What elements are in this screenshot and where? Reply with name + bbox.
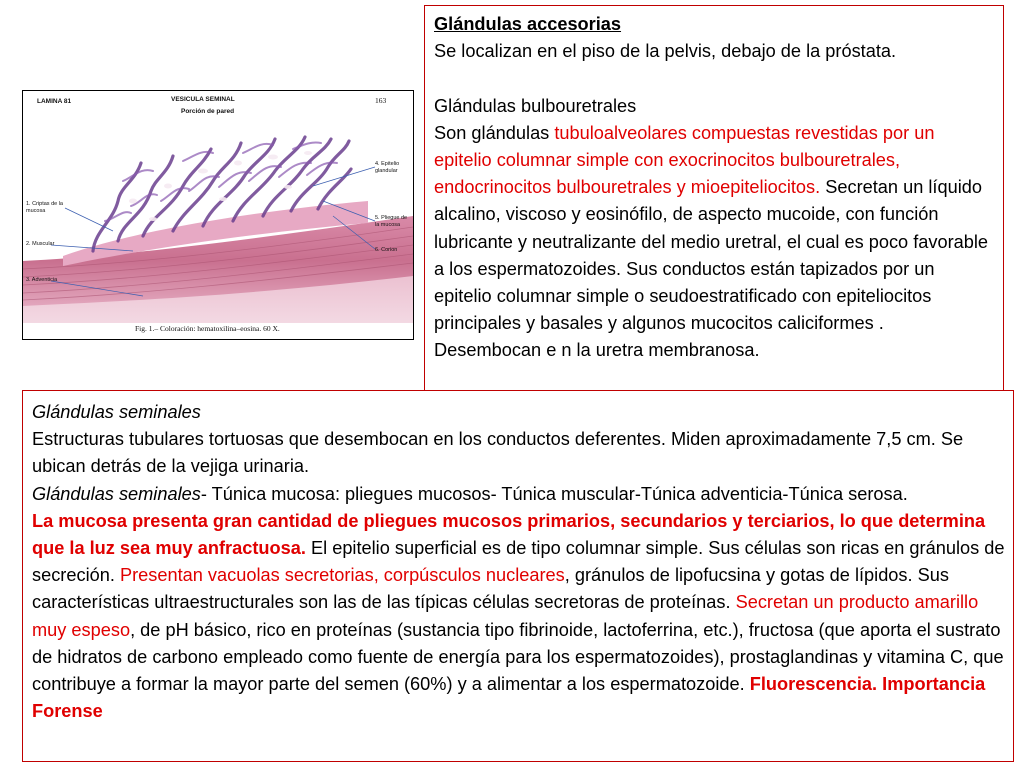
figure-label-corion: 6. Corion bbox=[375, 247, 398, 253]
bulbourethral-text-start: Son glándulas bbox=[434, 122, 555, 143]
accessory-glands-intro: Se localizan en el piso de la pelvis, debajo de la próstata. bbox=[434, 41, 897, 62]
seminal-glands-box bbox=[22, 390, 1014, 762]
figure-subtitle: Porción de pared bbox=[181, 108, 235, 115]
figure-title: VESICULA SEMINAL bbox=[171, 96, 235, 103]
seminal-glands-paragraph bbox=[32, 508, 1005, 726]
seminal-glands-secretan-highlight: Secretan un producto amarillo muy espeso bbox=[32, 592, 979, 640]
bulbourethral-paragraph bbox=[434, 120, 995, 365]
seminal-glands-text-b: , gránulos de lipofucsina y gotas de lípidos. Sus características ultraestructurales son las de las típicas células secretoras de proteínas. bbox=[32, 565, 949, 613]
accessory-glands-box bbox=[424, 5, 1004, 397]
figure-label-adventicia: 3. Adventicia bbox=[26, 277, 58, 283]
seminal-glands-text-a: El epitelio superficial es de tipo columnar simple. Sus células son ricas en gránulos de secreción. bbox=[32, 538, 1005, 586]
figure-page-number: 163 bbox=[375, 96, 387, 105]
seminal-glands-heading: Glándulas seminales bbox=[32, 402, 201, 422]
seminal-glands-line1: Estructuras tubulares tortuosas que desembocan en los conductos deferentes. Miden aproximadamente 7,5 cm. Se ubican detrás de la vejiga urinaria. bbox=[32, 429, 964, 477]
figure-caption: Fig. 1.– Coloración: hematoxilina–eosina. 60 X. bbox=[135, 324, 280, 333]
figure-label-muscular: 2. Muscular bbox=[26, 241, 55, 247]
bulbourethral-text-rest: Secretan un líquido alcalino, viscoso y eosinófilo, de aspecto mucoide, con función lubricante y neutralizante del medio uretral, el cual es poco favorable a los espermatozoides. Sus conductos están tapizados por un epitelio columnar simple o seudoestratificado con epiteliocitos principales y basales y algunos mucocitos caliciformes . Desembocan e n la uretra membranosa. bbox=[434, 177, 989, 361]
figure-label-epitelio: 4. Epitelio glandular bbox=[375, 161, 400, 174]
seminal-glands-mucosa-highlight: La mucosa presenta gran cantidad de pliegues mucosos primarios, secundarios y terciarios, lo que determina que la luz sea muy anfractuosa. bbox=[32, 510, 986, 559]
figure-label-criptas: 1. Criptas de la mucosa bbox=[26, 201, 63, 214]
micrograph-image bbox=[23, 91, 413, 339]
seminal-glands-line2 bbox=[32, 481, 1005, 508]
bulbourethral-subheading: Glándulas bulbouretrales bbox=[434, 95, 637, 116]
bulbourethral-text-highlight: tubuloalveolares compuestas revestidas por un epitelio columnar simple con exocrinocitos bulbouretrales, endocrinocitos bulbouretrales y mioepiteliocitos. bbox=[434, 122, 935, 198]
seminal-glands-fluorescencia-highlight: Fluorescencia. Importancia Forense bbox=[32, 674, 986, 722]
seminal-glands-vacuolas-highlight: Presentan vacuolas secretorias, corpúsculos nucleares bbox=[119, 565, 565, 586]
accessory-glands-heading: Glándulas accesorias bbox=[434, 14, 622, 34]
figure-label-pliegue: 5. Pliegue de la mucosa bbox=[375, 215, 408, 228]
seminal-glands-line2-rest: - Túnica mucosa: pliegues mucosos- Túnica muscular-Túnica adventicia-Túnica serosa. bbox=[200, 483, 908, 504]
micrograph-figure bbox=[22, 90, 414, 340]
seminal-glands-text-c: , de pH básico, rico en proteínas (sustancia tipo fibrinoide, lactoferrina, etc.), fructosa (que aporta el sustrato de hidratos de carbono empleado como fuente de energía para los espermatozoides), prostaglandinas y vitamina C, que contribuye a formar la mayor parte del semen (60%) y a alimentar a los espermatozoide. bbox=[32, 619, 1004, 695]
figure-plate-label: LAMINA 81 bbox=[37, 98, 72, 105]
seminal-glands-line2-italic: Glándulas seminales bbox=[32, 483, 201, 504]
